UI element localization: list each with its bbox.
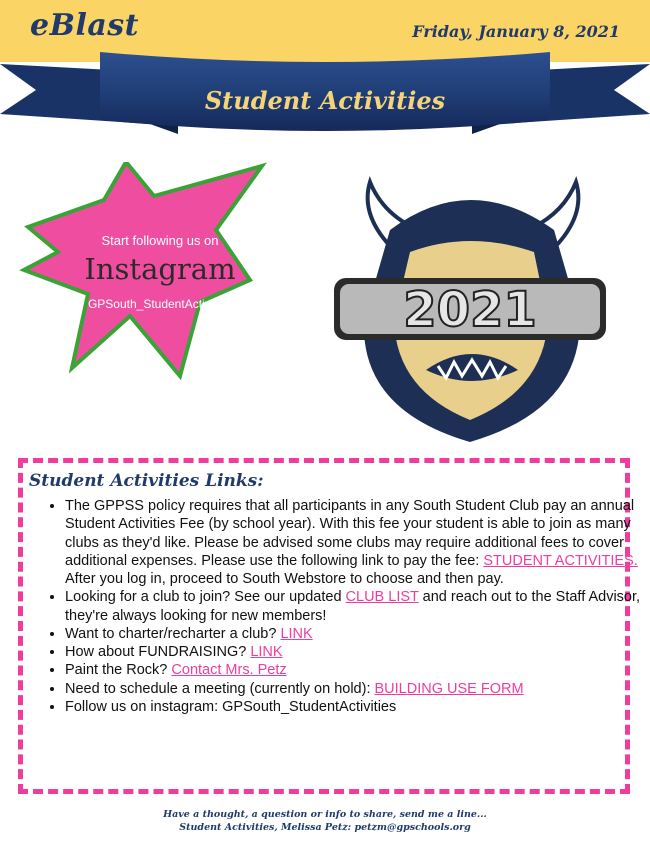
footer xyxy=(0,808,650,834)
list-item xyxy=(65,661,645,679)
links-title: Student Activities Links: xyxy=(29,471,264,491)
charter-link[interactable]: LINK xyxy=(280,625,313,642)
list-item xyxy=(65,497,645,588)
section-title: Student Activities xyxy=(204,86,446,115)
item-text: Want to charter/recharter a club? xyxy=(65,625,281,642)
item-text: After you log in, proceed to South Webstore to choose and then pay. xyxy=(65,571,504,588)
promo-handle: GPSouth_StudentActivities xyxy=(87,297,233,311)
item-text: How about FUNDRAISING? xyxy=(65,644,251,661)
list-item xyxy=(65,625,645,643)
item-text: Looking for a club to join? See our updated xyxy=(65,589,346,606)
list-item xyxy=(65,680,645,698)
building-use-form-link[interactable]: BUILDING USE FORM xyxy=(374,680,524,697)
footer-line-1: Have a thought, a question or info to share, send me a line... xyxy=(163,809,487,820)
list-item xyxy=(65,643,645,661)
footer-line-2: Student Activities, Melissa Petz: petzm@gpschools.org xyxy=(179,822,471,833)
issue-date: Friday, January 8, 2021 xyxy=(412,22,620,41)
item-text: The GPPSS policy requires that all participants in any South Student Club pay an annual Student Activities Fee (by school year). With this fee your student is able to join as many clubs as they'd like. Please be advised some clubs may require additional fees to cover additional expenses. Please use the following link to pay the fee: xyxy=(65,498,635,569)
item-text: Paint the Rock? xyxy=(65,662,172,679)
fundraising-link[interactable]: LINK xyxy=(250,644,283,661)
promo-line-1: Start following us on xyxy=(101,233,219,248)
devil-mascot-image xyxy=(330,170,610,445)
links-panel xyxy=(18,458,641,794)
glasses-2021-text: 2021 xyxy=(403,282,537,338)
brand-title: eBlast xyxy=(30,8,140,43)
contact-petz-link[interactable]: Contact Mrs. Petz xyxy=(171,662,287,679)
club-list-link[interactable]: CLUB LIST xyxy=(345,589,419,606)
item-text: and reach out to the Staff Advisor, they're always looking for new members! xyxy=(65,589,641,624)
links-list xyxy=(33,497,645,716)
promo-instagram: Instagram xyxy=(84,252,236,286)
item-text: Follow us on instagram: GPSouth_StudentActivities xyxy=(65,698,397,715)
student-activities-link[interactable]: STUDENT ACTIVITIES. xyxy=(483,552,638,569)
item-text: Need to schedule a meeting (currently on hold): xyxy=(65,680,375,697)
list-item xyxy=(65,588,645,625)
list-item xyxy=(65,698,645,716)
